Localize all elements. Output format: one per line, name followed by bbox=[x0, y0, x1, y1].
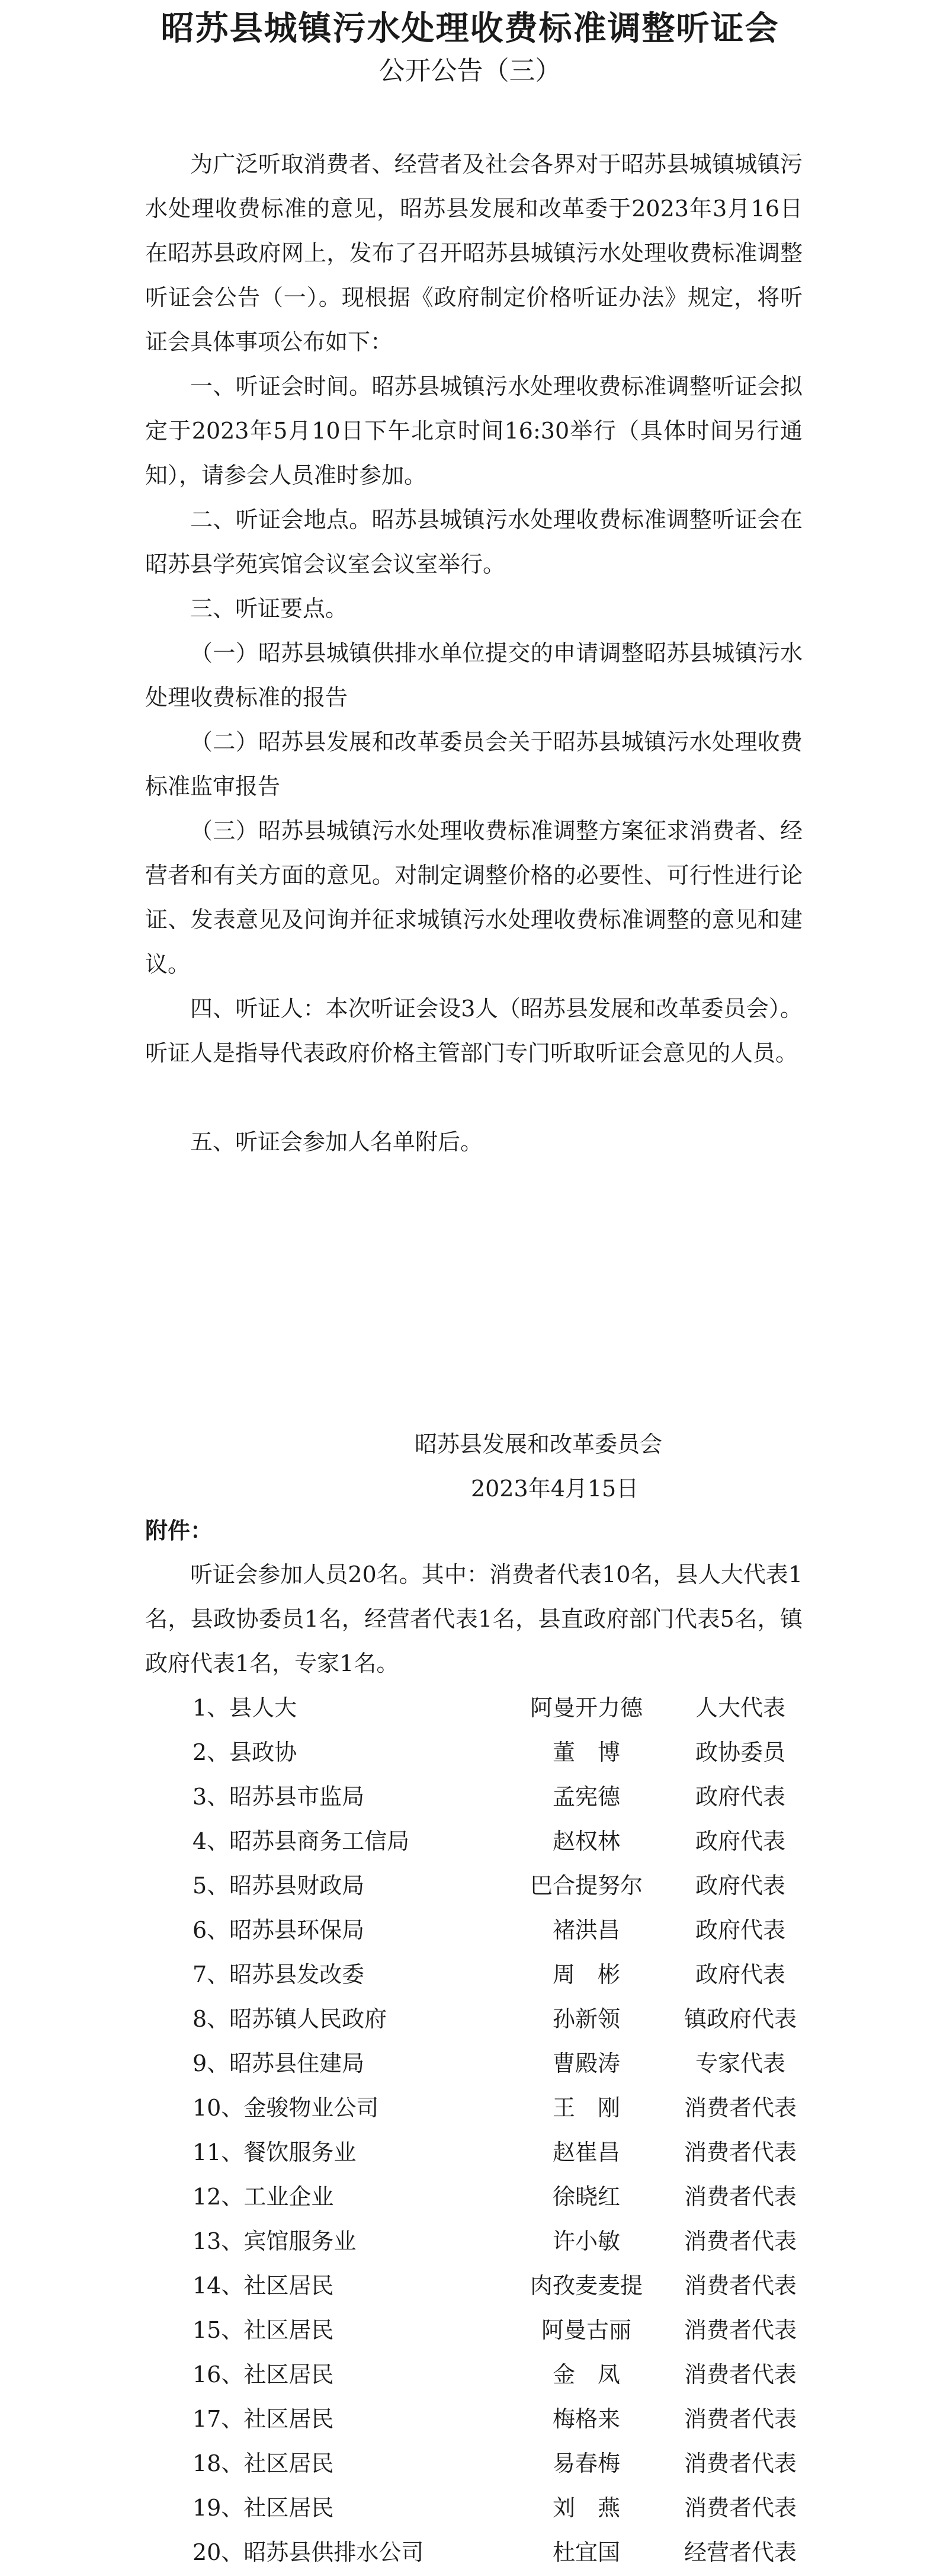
participant-row bbox=[0, 1775, 940, 1819]
participant-role: 政府代表 bbox=[695, 1961, 785, 1988]
item-location: 二、听证会地点。昭苏县城镇污水处理收费标准调整听证会在昭苏县学苑宾馆会议室会议室举行。 bbox=[145, 507, 803, 577]
participant-role: 人大代表 bbox=[695, 1695, 785, 1721]
participant-role: 经营者代表 bbox=[684, 2539, 797, 2565]
participant-row bbox=[0, 1686, 940, 1730]
participant-org: 10、金骏物业公司 bbox=[193, 2095, 379, 2121]
participant-org: 4、昭苏县商务工信局 bbox=[193, 1828, 410, 1854]
participant-org: 15、社区居民 bbox=[193, 2317, 334, 2343]
participant-name: 褚洪昌 bbox=[552, 1917, 620, 1943]
participant-row bbox=[0, 2486, 940, 2530]
participant-name: 许小敏 bbox=[552, 2228, 620, 2254]
participant-org: 5、昭苏县财政局 bbox=[193, 1873, 365, 1899]
participant-org: 7、昭苏县发改委 bbox=[193, 1961, 365, 1988]
key-point-1: （一）昭苏县城镇供排水单位提交的申请调整昭苏县城镇污水处理收费标准的报告 bbox=[145, 640, 803, 711]
participant-org: 20、昭苏县供排水公司 bbox=[193, 2539, 424, 2565]
attachment-label: 附件： bbox=[145, 1517, 213, 1544]
participant-name: 周 彬 bbox=[552, 1961, 620, 1988]
participant-role: 镇政府代表 bbox=[684, 2006, 797, 2032]
participant-row bbox=[0, 1730, 940, 1775]
participant-name: 梅格来 bbox=[552, 2406, 620, 2432]
participant-role: 消费者代表 bbox=[684, 2450, 797, 2476]
participant-name: 王 刚 bbox=[552, 2095, 620, 2121]
participant-role: 消费者代表 bbox=[684, 2228, 797, 2254]
participant-name: 阿曼开力德 bbox=[530, 1695, 643, 1721]
participant-org: 13、宾馆服务业 bbox=[193, 2228, 357, 2254]
participant-org: 19、社区居民 bbox=[193, 2495, 334, 2521]
participant-name: 易春梅 bbox=[552, 2450, 620, 2476]
participant-role: 消费者代表 bbox=[684, 2273, 797, 2299]
participant-role: 消费者代表 bbox=[684, 2184, 797, 2210]
participant-role: 政府代表 bbox=[695, 1828, 785, 1854]
participant-org: 17、社区居民 bbox=[193, 2406, 334, 2432]
participant-role: 消费者代表 bbox=[684, 2317, 797, 2343]
participant-org: 6、昭苏县环保局 bbox=[193, 1917, 365, 1943]
participant-name: 曹殿涛 bbox=[552, 2050, 620, 2076]
participant-row bbox=[0, 1864, 940, 1908]
participant-org: 9、昭苏县住建局 bbox=[193, 2050, 365, 2076]
participant-row bbox=[0, 2353, 940, 2397]
participant-org: 11、餐饮服务业 bbox=[193, 2139, 357, 2165]
participant-org: 18、社区居民 bbox=[193, 2450, 334, 2476]
item-time: 一、听证会时间。昭苏县城镇污水处理收费标准调整听证会拟定于2023年5月10日下午北京时间16:30举行（具体时间另行通知），请参会人员准时参加。 bbox=[145, 373, 803, 488]
participant-org: 8、昭苏镇人民政府 bbox=[193, 2006, 387, 2032]
key-point-2: （二）昭苏县发展和改革委员会关于昭苏县城镇污水处理收费标准监审报告 bbox=[145, 729, 803, 799]
participant-org: 2、县政协 bbox=[193, 1739, 297, 1765]
participant-row bbox=[0, 2086, 940, 2130]
participant-org: 1、县人大 bbox=[193, 1695, 297, 1721]
participant-row bbox=[0, 2530, 940, 2575]
participant-role: 消费者代表 bbox=[684, 2406, 797, 2432]
item-participants-note: 五、听证会参加人名单附后。 bbox=[190, 1129, 483, 1155]
key-point-3: （三）昭苏县城镇污水处理收费标准调整方案征求消费者、经营者和有关方面的意见。对制定调整价格的必要性、可行性进行论证、发表意见及问询并征求城镇污水处理收费标准调整的意见和建议。 bbox=[145, 818, 803, 977]
participant-role: 消费者代表 bbox=[684, 2495, 797, 2521]
intro-paragraph: 为广泛听取消费者、经营者及社会各界对于昭苏县城镇城镇污水处理收费标准的意见，昭苏县发展和改革委于2023年3月16日在昭苏县政府网上，发布了召开昭苏县城镇污水处理收费标准调整听证会公告（一）。现根据《政府制定价格听证办法》规定，将听证会具体事项公布如下： bbox=[145, 151, 803, 355]
participant-org: 14、社区居民 bbox=[193, 2273, 334, 2299]
document-title: 昭苏县城镇污水处理收费标准调整听证会 bbox=[161, 9, 779, 48]
participant-name: 刘 燕 bbox=[552, 2495, 620, 2521]
participant-org: 16、社区居民 bbox=[193, 2361, 334, 2388]
signature-org: 昭苏县发展和改革委员会 bbox=[415, 1431, 663, 1457]
participant-org: 3、昭苏县市监局 bbox=[193, 1784, 365, 1810]
participant-row bbox=[0, 1953, 940, 1997]
participant-row bbox=[0, 1997, 940, 2041]
participant-name: 赵崔昌 bbox=[552, 2139, 620, 2165]
participant-row bbox=[0, 2264, 940, 2308]
participant-row bbox=[0, 2175, 940, 2219]
participant-org: 12、工业企业 bbox=[193, 2184, 334, 2210]
participant-row bbox=[0, 1908, 940, 1953]
participant-name: 孟宪德 bbox=[552, 1784, 620, 1810]
participant-row bbox=[0, 2041, 940, 2086]
item-key-points: 三、听证要点。 bbox=[190, 596, 348, 622]
participant-role: 政府代表 bbox=[695, 1784, 785, 1810]
participant-role: 消费者代表 bbox=[684, 2095, 797, 2121]
document-subtitle: 公开公告（三） bbox=[378, 56, 562, 86]
signature-date: 2023年4月15日 bbox=[471, 1476, 639, 1502]
attachment-intro: 听证会参加人员20名。其中：消费者代表10名，县人大代表1名，县政协委员1名，经营者代表1名，县直政府部门代表5名，镇政府代表1名，专家1名。 bbox=[145, 1561, 803, 1676]
participant-name: 徐晓红 bbox=[552, 2184, 620, 2210]
participant-role: 消费者代表 bbox=[684, 2361, 797, 2388]
participant-role: 专家代表 bbox=[695, 2050, 785, 2076]
participant-row bbox=[0, 2130, 940, 2175]
participant-role: 政府代表 bbox=[695, 1873, 785, 1899]
participant-row bbox=[0, 2441, 940, 2486]
participant-name: 巴合提努尔 bbox=[530, 1873, 643, 1899]
item-hearing-officers: 四、听证人：本次听证会设3人（昭苏县发展和改革委员会）。听证人是指导代表政府价格主管部门专门听取听证会意见的人员。 bbox=[145, 996, 803, 1066]
participant-row bbox=[0, 2308, 940, 2353]
participant-role: 政府代表 bbox=[695, 1917, 785, 1943]
participant-name: 董 博 bbox=[552, 1739, 620, 1765]
participant-role: 消费者代表 bbox=[684, 2139, 797, 2165]
participant-role: 政协委员 bbox=[695, 1739, 785, 1765]
participant-name: 杜宜国 bbox=[552, 2539, 620, 2565]
participant-row bbox=[0, 2397, 940, 2441]
participant-row bbox=[0, 2219, 940, 2264]
participant-name: 金 凤 bbox=[552, 2361, 620, 2388]
participant-name: 肉孜麦麦提 bbox=[530, 2273, 643, 2299]
participant-name: 赵权林 bbox=[552, 1828, 620, 1854]
participant-name: 阿曼古丽 bbox=[541, 2317, 631, 2343]
participant-row bbox=[0, 1819, 940, 1864]
participant-name: 孙新领 bbox=[552, 2006, 620, 2032]
